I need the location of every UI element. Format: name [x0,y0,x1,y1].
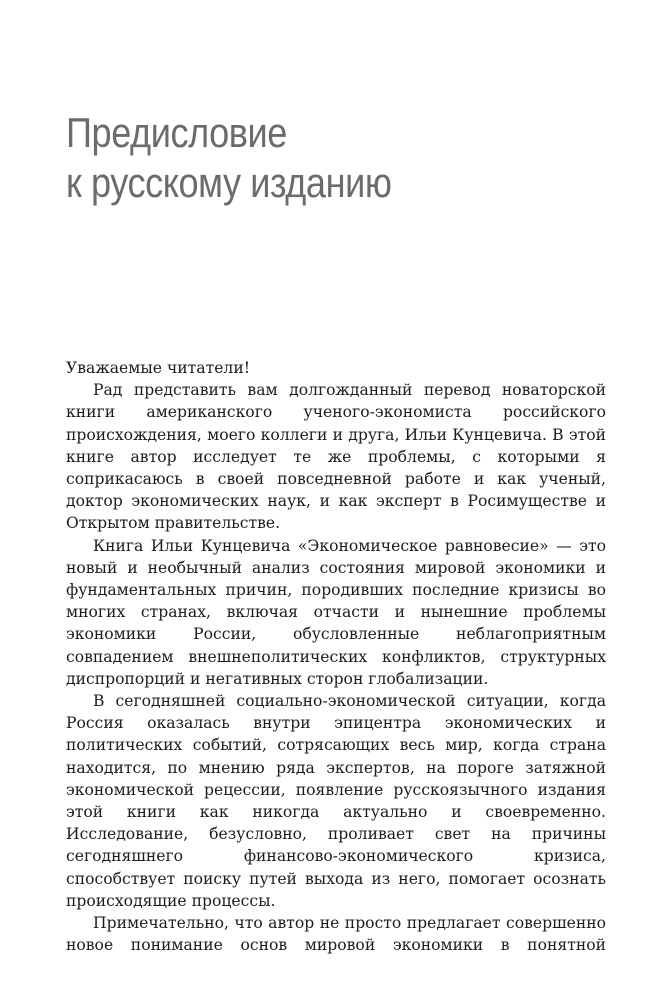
chapter-heading-line-2: к русскому изданию [66,159,392,206]
paragraph-1: Рад представить вам долгожданный перевод новаторской книги американского ученого-экономиста российского происхождения, моего коллеги и друга, Ильи Кунцевича. В этой книге автор исследует те же проблемы, с которыми я соприкасаюсь в своей повседневной работе и как ученый, доктор экономических наук, и как эксперт в Росимуществе и Открытом правительстве. [66,381,606,533]
chapter-heading-line-1: Предисловие [66,109,287,156]
chapter-heading [66,108,548,208]
paragraph-2: Книга Ильи Кунцевича «Экономическое равновесие» — это новый и необычный анализ состояния мировой экономики и фундаментальных причин, породивших последние кризисы во многих странах, включая отчасти и нынешние проблемы экономики России, обусловленные неблагоприятным совпадением внешнеполитических конфликтов, структурных диспропорций и негативных сторон глобализации. [66,536,606,688]
paragraph-3: В сегодняшней социально-экономической ситуации, когда Россия оказалась внутри эпицентра экономических и политических событий, сотрясающих весь мир, когда страна находится, по мнению ряда экспертов, на пороге затяжной экономической рецессии, появление русскоязычного издания этой книги как никогда актуально и своевременно. Исследование, безусловно, проливает свет на причины сегодняшнего финансово-экономического кризиса, способствует поиску путей выхода из него, помогает осознать происходящие процессы. [66,692,606,910]
body-text [66,357,606,956]
paragraph-4: Примечательно, что автор не просто предлагает совершенно новое понимание основ мировой экономики в понятной [66,914,606,955]
salutation: Уважаемые читатели! [66,359,250,377]
